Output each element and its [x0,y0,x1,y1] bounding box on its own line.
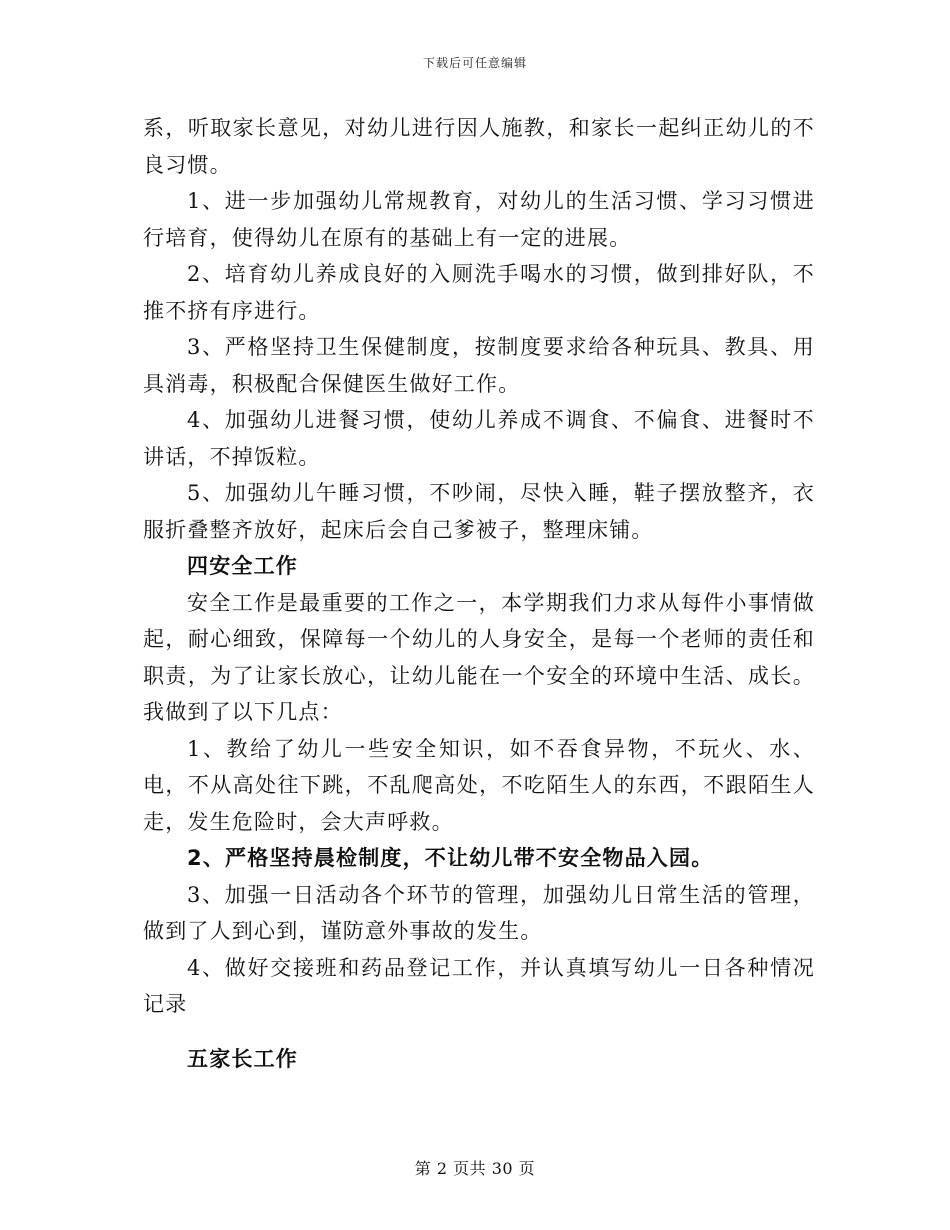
section-heading-safety: 四安全工作 [187,554,298,578]
habit-item-4: 4、加强幼儿进餐习惯，使幼儿养成不调食、不偏食、进餐时不讲话，不掉饭粒。 [143,408,815,469]
section-spacer [143,1023,815,1041]
safety-item-4: 4、做好交接班和药品登记工作，并认真填写幼儿一日各种情况记录 [143,955,815,1016]
habit-item-3: 3、严格坚持卫生保健制度，按制度要求给各种玩具、教具、用具消毒，积极配合保健医生做好工作。 [143,335,815,396]
habit-item-5: 5、加强幼儿午睡习惯，不吵闹，尽快入睡，鞋子摆放整齐，衣服折叠整齐放好，起床后会自己爹被子，整理床铺。 [143,481,815,542]
habit-item-1: 1、进一步加强幼儿常规教育，对幼儿的生活习惯、学习习惯进行培育，使得幼儿在原有的基础上有一定的进展。 [143,189,815,250]
paragraph-continuation: 系，听取家长意见，对幼儿进行因人施教，和家长一起纠正幼儿的不良习惯。 [143,116,815,177]
safety-item-1: 1、教给了幼儿一些安全知识，如不吞食异物，不玩火、水、电，不从高处往下跳，不乱爬高处，不吃陌生人的东西，不跟陌生人走，发生危险时，会大声呼救。 [143,736,815,834]
document-body [143,110,815,1077]
page-footer: 第 2 页共 30 页 [414,1159,536,1178]
section-heading-parents: 五家长工作 [187,1046,298,1071]
habit-item-2: 2、培育幼儿养成良好的入厕洗手喝水的习惯，做到排好队，不推不挤有序进行。 [143,262,815,323]
safety-intro-paragraph: 安全工作是最重要的工作之一，本学期我们力求从每件小事情做起，耐心细致，保障每一个幼儿的人身安全，是每一个老师的责任和职责，为了让家长放心，让幼儿能在一个安全的环境中生活、成长。我做到了以下几点： [143,590,815,724]
safety-item-3: 3、加强一日活动各个环节的管理，加强幼儿日常生活的管理，做到了人到心到，谨防意外事故的发生。 [143,882,815,943]
page-header: 下载后可任意编辑 [422,56,527,70]
safety-item-2: 2、严格坚持晨检制度，不让幼儿带不安全物品入园。 [187,846,714,870]
